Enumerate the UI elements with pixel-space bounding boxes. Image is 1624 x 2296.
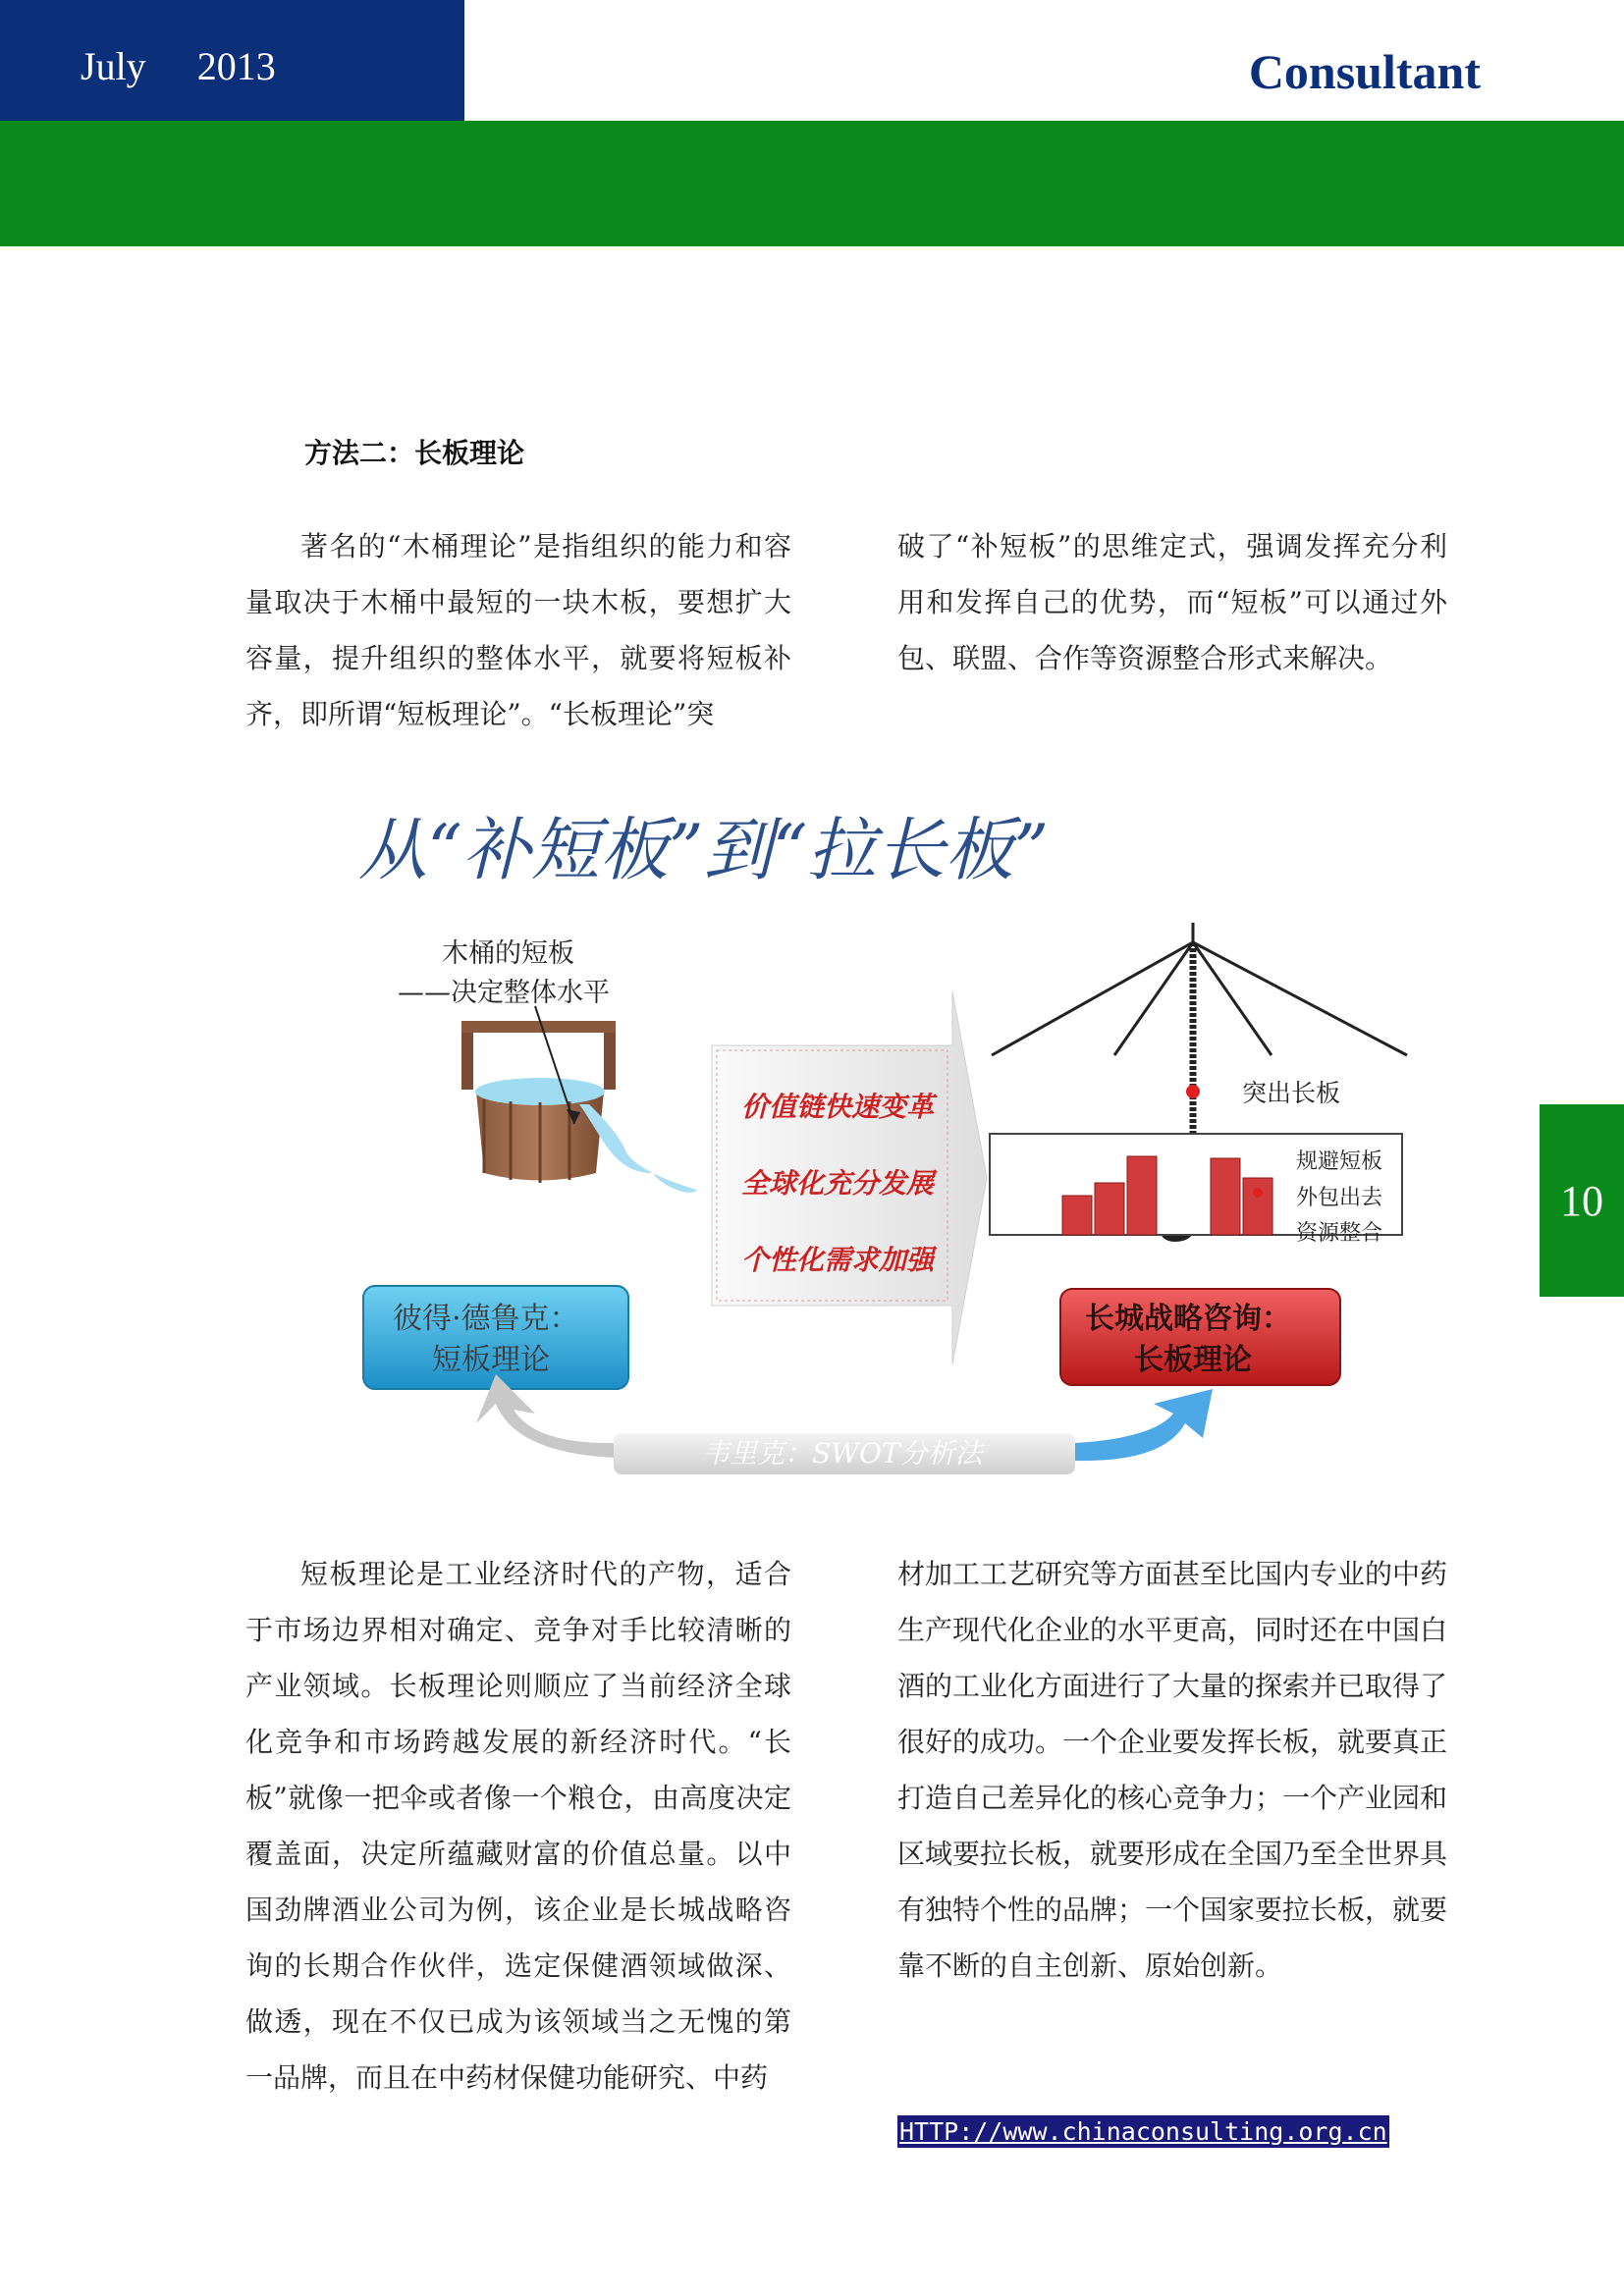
website-link[interactable]: HTTP://www.chinaconsulting.org.cn (899, 2117, 1387, 2146)
bar (1127, 1156, 1157, 1235)
side-label-2: 外包出去 (1296, 1186, 1383, 1210)
bucket-caption: 木桶的短板 (442, 938, 574, 969)
diagram-title: 从“补短板”到“拉长板” (358, 810, 1050, 890)
right-curve-arrow (1075, 1389, 1213, 1461)
trend-item-3: 个性化需求加强 (741, 1244, 935, 1276)
issue-date (81, 43, 327, 89)
bar (1095, 1183, 1124, 1235)
page-number: 10 (1540, 1104, 1624, 1297)
long-board-diagram (339, 785, 1448, 1507)
issue-month: July (81, 44, 146, 88)
paragraph: 著名的“木桶理论”是指组织的能力和容量取决于木桶中最短的一块木板，要想扩大容量，提升组织的整体水平，就要将短板补齐，即所谓“短板理论”。“长板理论”突 (245, 530, 791, 730)
paragraph: 短板理论是工业经济时代的产物，适合于市场边界相对确定、竞争对手比较清晰的产业领域。长板理论则顺应了当前经济全球化竞争和市场跨越发展的新经济时代。“长板”就像一把伞或者像一个粮仓，由高度决定覆盖面，决定所蕴藏财富的价值总量。以中国劲牌酒业公司为例，该企业是长城战略咨询的长期合作伙伴，选定保健酒领域做深、做透，现在不仅已成为该领域当之无愧的第一品牌，而且在中药材保健功能研究、中药 (245, 1558, 791, 2094)
right-box-line1: 长城战略咨询： (1085, 1302, 1291, 1336)
highlight-label: 突出长板 (1242, 1079, 1341, 1107)
text-column-3 (245, 1546, 791, 2106)
left-box-line2: 短板理论 (432, 1343, 550, 1377)
swot-bar-label: 韦里克：SWOT分析法 (702, 1437, 983, 1469)
paragraph: 材加工工艺研究等方面甚至比国内专业的中药生产现代化企业的水平更高，同时还在中国白酒的工业化方面进行了大量的探索并已取得了很好的成功。一个企业要发挥长板，就要真正打造自己差异化的核心竞争力；一个产业园和区域要拉长板，就要形成在全国乃至全世界具有独特个性的品牌；一个国家要拉长板，就要靠不断的自主创新、原始创新。 (897, 1558, 1448, 1982)
side-label-3: 资源整合 (1296, 1221, 1383, 1246)
trend-item-1: 价值链快速变革 (741, 1091, 935, 1123)
header-green-band (0, 121, 1624, 246)
right-box-line2: 长板理论 (1134, 1343, 1252, 1377)
text-column-1 (245, 518, 791, 742)
paragraph: 破了“补短板”的思维定式，强调发挥充分利用和发挥自己的优势，而“短板”可以通过外包、联盟、合作等资源整合形式来解决。 (897, 530, 1447, 674)
text-column-2 (897, 518, 1447, 686)
bar (1211, 1158, 1240, 1235)
bar (1243, 1178, 1272, 1235)
left-box-line1: 彼得·德鲁克： (393, 1302, 579, 1336)
trend-item-2: 全球化充分发展 (741, 1167, 935, 1200)
bucket-caption-sub: ——决定整体水平 (398, 978, 610, 1008)
text-column-4 (897, 1546, 1447, 1994)
magazine-title: Consultant (1248, 44, 1481, 99)
bar (1062, 1196, 1092, 1235)
section-title: 方法二：长板理论 (304, 437, 525, 469)
side-label-1: 规避短板 (1296, 1149, 1383, 1174)
bucket-illustration (461, 1006, 697, 1193)
issue-year: 2013 (196, 44, 276, 88)
